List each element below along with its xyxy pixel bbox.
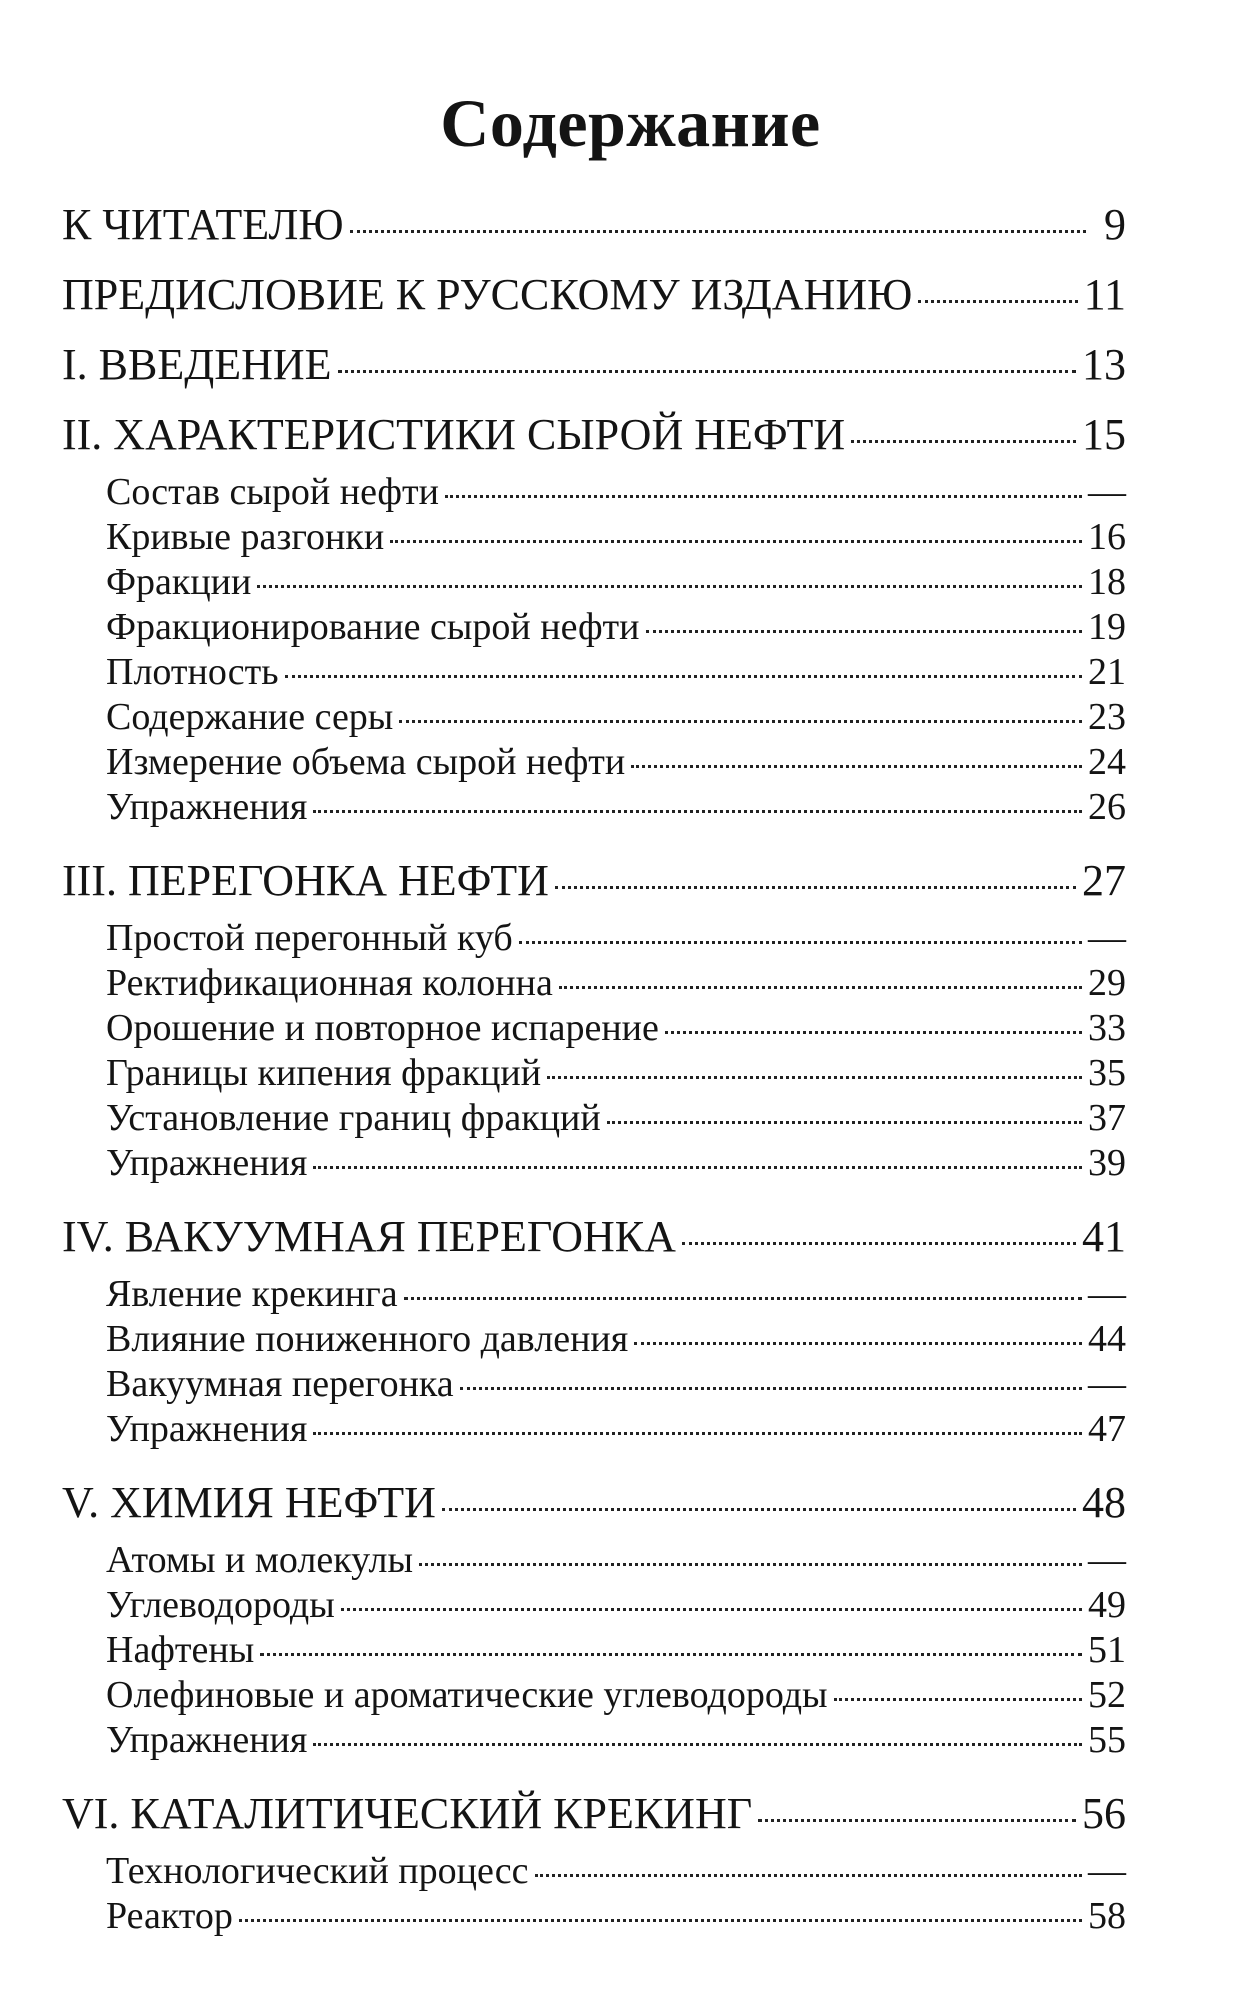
toc-entry-page: —: [1088, 1363, 1126, 1405]
toc-entry-page: —: [1088, 917, 1126, 959]
toc-entry-page: —: [1088, 471, 1126, 513]
toc-entry-label: Олефиновые и ароматические углеводороды: [106, 1674, 828, 1716]
toc-entry-page: 29: [1088, 962, 1126, 1004]
toc-entry-page: 35: [1088, 1052, 1126, 1094]
toc-entry-page: 18: [1088, 561, 1126, 603]
toc-section-entry: [62, 470, 1126, 515]
toc-entry-label: Технологический процесс: [106, 1850, 529, 1892]
toc-entry-label: Реактор: [106, 1895, 233, 1937]
toc-entry-page: 21: [1088, 651, 1126, 693]
toc-entry-page: 26: [1088, 786, 1126, 828]
toc-section-entry: [62, 1718, 1126, 1763]
toc-entry-page: 47: [1088, 1408, 1126, 1450]
dot-leader: [419, 1563, 1082, 1566]
toc-section-entry: [62, 1051, 1126, 1096]
dot-leader: [399, 720, 1082, 723]
toc-entry-label: V. ХИМИЯ НЕФТИ: [62, 1478, 436, 1527]
toc-entry-label: Ректификационная колонна: [106, 962, 553, 1004]
toc-entry-page: 27: [1082, 856, 1126, 905]
toc-section-entry: [62, 560, 1126, 605]
toc-section-entry: [62, 785, 1126, 830]
dot-leader: [338, 370, 1076, 373]
toc-section-entry: [62, 515, 1126, 560]
dot-leader: [341, 1608, 1082, 1611]
dot-leader: [559, 986, 1082, 989]
toc-entry-label: Состав сырой нефти: [106, 471, 440, 513]
toc-section-entry: [62, 1849, 1126, 1894]
toc-section-entry: [62, 1272, 1126, 1317]
toc-chapter-entry: [62, 1468, 1126, 1538]
dot-leader: [313, 1743, 1082, 1746]
toc-entry-page: 44: [1088, 1318, 1126, 1360]
toc-chapter-entry: [62, 846, 1126, 916]
toc-section-entry: [62, 1362, 1126, 1407]
toc-entry-page: 49: [1088, 1584, 1126, 1626]
toc-entry-label: Установление границ фракций: [106, 1097, 601, 1139]
toc-entry-page: 11: [1083, 270, 1126, 319]
table-of-contents: [62, 190, 1126, 1939]
toc-section-entry: [62, 605, 1126, 650]
toc-entry-label: Кривые разгонки: [106, 516, 385, 558]
toc-entry-label: VI. КАТАЛИТИЧЕСКИЙ КРЕКИНГ: [62, 1789, 753, 1838]
toc-entry-page: —: [1088, 1273, 1126, 1315]
dot-leader: [404, 1297, 1082, 1300]
dot-leader: [851, 440, 1076, 443]
toc-section-entry: [62, 916, 1126, 961]
toc-entry-label: Углеводороды: [106, 1584, 335, 1626]
toc-entry-page: 56: [1082, 1789, 1126, 1838]
toc-entry-label: Плотность: [106, 651, 279, 693]
dot-leader: [313, 1166, 1082, 1169]
toc-entry-page: 55: [1088, 1719, 1126, 1761]
dot-leader: [547, 1076, 1082, 1079]
toc-chapter-entry: [62, 400, 1126, 470]
dot-leader: [758, 1819, 1076, 1822]
dot-leader: [665, 1031, 1082, 1034]
dot-leader: [313, 810, 1082, 813]
toc-entry-label: Нафтены: [106, 1629, 255, 1671]
toc-section-entry: [62, 1673, 1126, 1718]
toc-entry-page: 39: [1088, 1142, 1126, 1184]
toc-entry-label: Содержание серы: [106, 696, 394, 738]
toc-chapter-entry: [62, 260, 1126, 330]
dot-leader: [285, 675, 1082, 678]
toc-entry-page: 41: [1082, 1212, 1126, 1261]
toc-section-entry: [62, 1407, 1126, 1452]
dot-leader: [239, 1919, 1082, 1922]
dot-leader: [350, 230, 1086, 233]
toc-section-entry: [62, 1006, 1126, 1051]
toc-entry-page: 9: [1104, 200, 1126, 249]
page-title: Содержание: [440, 85, 821, 161]
toc-entry-page: 58: [1088, 1895, 1126, 1937]
toc-entry-page: 48: [1082, 1478, 1126, 1527]
dot-leader: [555, 886, 1076, 889]
toc-entry-page: —: [1088, 1850, 1126, 1892]
toc-entry-label: Влияние пониженного давления: [106, 1318, 629, 1360]
toc-section-entry: [62, 1141, 1126, 1186]
dot-leader: [390, 540, 1082, 543]
toc-entry-label: Простой перегонный куб: [106, 917, 513, 959]
toc-entry-label: III. ПЕРЕГОНКА НЕФТИ: [62, 856, 549, 905]
toc-chapter-entry: [62, 330, 1126, 400]
toc-entry-page: 33: [1088, 1007, 1126, 1049]
toc-entry-label: Явление крекинга: [106, 1273, 398, 1315]
toc-entry-label: К ЧИТАТЕЛЮ: [62, 200, 344, 249]
dot-leader: [257, 585, 1082, 588]
toc-section-entry: [62, 650, 1126, 695]
dot-leader: [442, 1508, 1076, 1511]
dot-leader: [834, 1698, 1082, 1701]
toc-entry-label: Измерение объема сырой нефти: [106, 741, 626, 783]
toc-section-entry: [62, 740, 1126, 785]
toc-entry-label: Упражнения: [106, 1142, 308, 1184]
toc-entry-label: Упражнения: [106, 786, 308, 828]
toc-entry-page: 19: [1088, 606, 1126, 648]
toc-chapter-entry: [62, 1779, 1126, 1849]
dot-leader: [607, 1121, 1082, 1124]
toc-entry-page: 16: [1088, 516, 1126, 558]
toc-entry-page: —: [1088, 1539, 1126, 1581]
toc-section-entry: [62, 1894, 1126, 1939]
dot-leader: [313, 1432, 1082, 1435]
toc-entry-label: IV. ВАКУУМНАЯ ПЕРЕГОНКА: [62, 1212, 676, 1261]
toc-entry-label: Фракции: [106, 561, 252, 603]
toc-entry-page: 13: [1082, 340, 1126, 389]
dot-leader: [682, 1242, 1076, 1245]
toc-entry-page: 23: [1088, 696, 1126, 738]
toc-entry-label: Упражнения: [106, 1408, 308, 1450]
dot-leader: [445, 495, 1082, 498]
toc-section-entry: [62, 1628, 1126, 1673]
toc-section-entry: [62, 1096, 1126, 1141]
toc-entry-label: Границы кипения фракций: [106, 1052, 542, 1094]
toc-entry-label: ПРЕДИСЛОВИЕ К РУССКОМУ ИЗДАНИЮ: [62, 270, 913, 319]
toc-section-entry: [62, 1583, 1126, 1628]
toc-entry-label: Вакуумная перегонка: [106, 1363, 454, 1405]
dot-leader: [519, 941, 1082, 944]
dot-leader: [260, 1653, 1082, 1656]
dot-leader: [918, 300, 1077, 303]
toc-entry-label: Фракционирование сырой нефти: [106, 606, 640, 648]
dot-leader: [646, 630, 1082, 633]
toc-entry-page: 24: [1088, 741, 1126, 783]
toc-entry-label: Орошение и повторное испарение: [106, 1007, 659, 1049]
toc-section-entry: [62, 1317, 1126, 1362]
toc-entry-label: Упражнения: [106, 1719, 308, 1761]
toc-section-entry: [62, 1538, 1126, 1583]
dot-leader: [631, 765, 1082, 768]
dot-leader: [535, 1874, 1083, 1877]
toc-entry-label: Атомы и молекулы: [106, 1539, 413, 1581]
toc-entry-label: I. ВВЕДЕНИЕ: [62, 340, 332, 389]
toc-section-entry: [62, 695, 1126, 740]
toc-entry-page: 51: [1088, 1629, 1126, 1671]
toc-entry-page: 15: [1082, 410, 1126, 459]
toc-chapter-entry: [62, 1202, 1126, 1272]
toc-chapter-entry: [62, 190, 1126, 260]
toc-entry-page: 52: [1088, 1674, 1126, 1716]
toc-section-entry: [62, 961, 1126, 1006]
toc-entry-label: II. ХАРАКТЕРИСТИКИ СЫРОЙ НЕФТИ: [62, 410, 846, 459]
toc-entry-page: 37: [1088, 1097, 1126, 1139]
dot-leader: [460, 1387, 1082, 1390]
dot-leader: [634, 1342, 1082, 1345]
